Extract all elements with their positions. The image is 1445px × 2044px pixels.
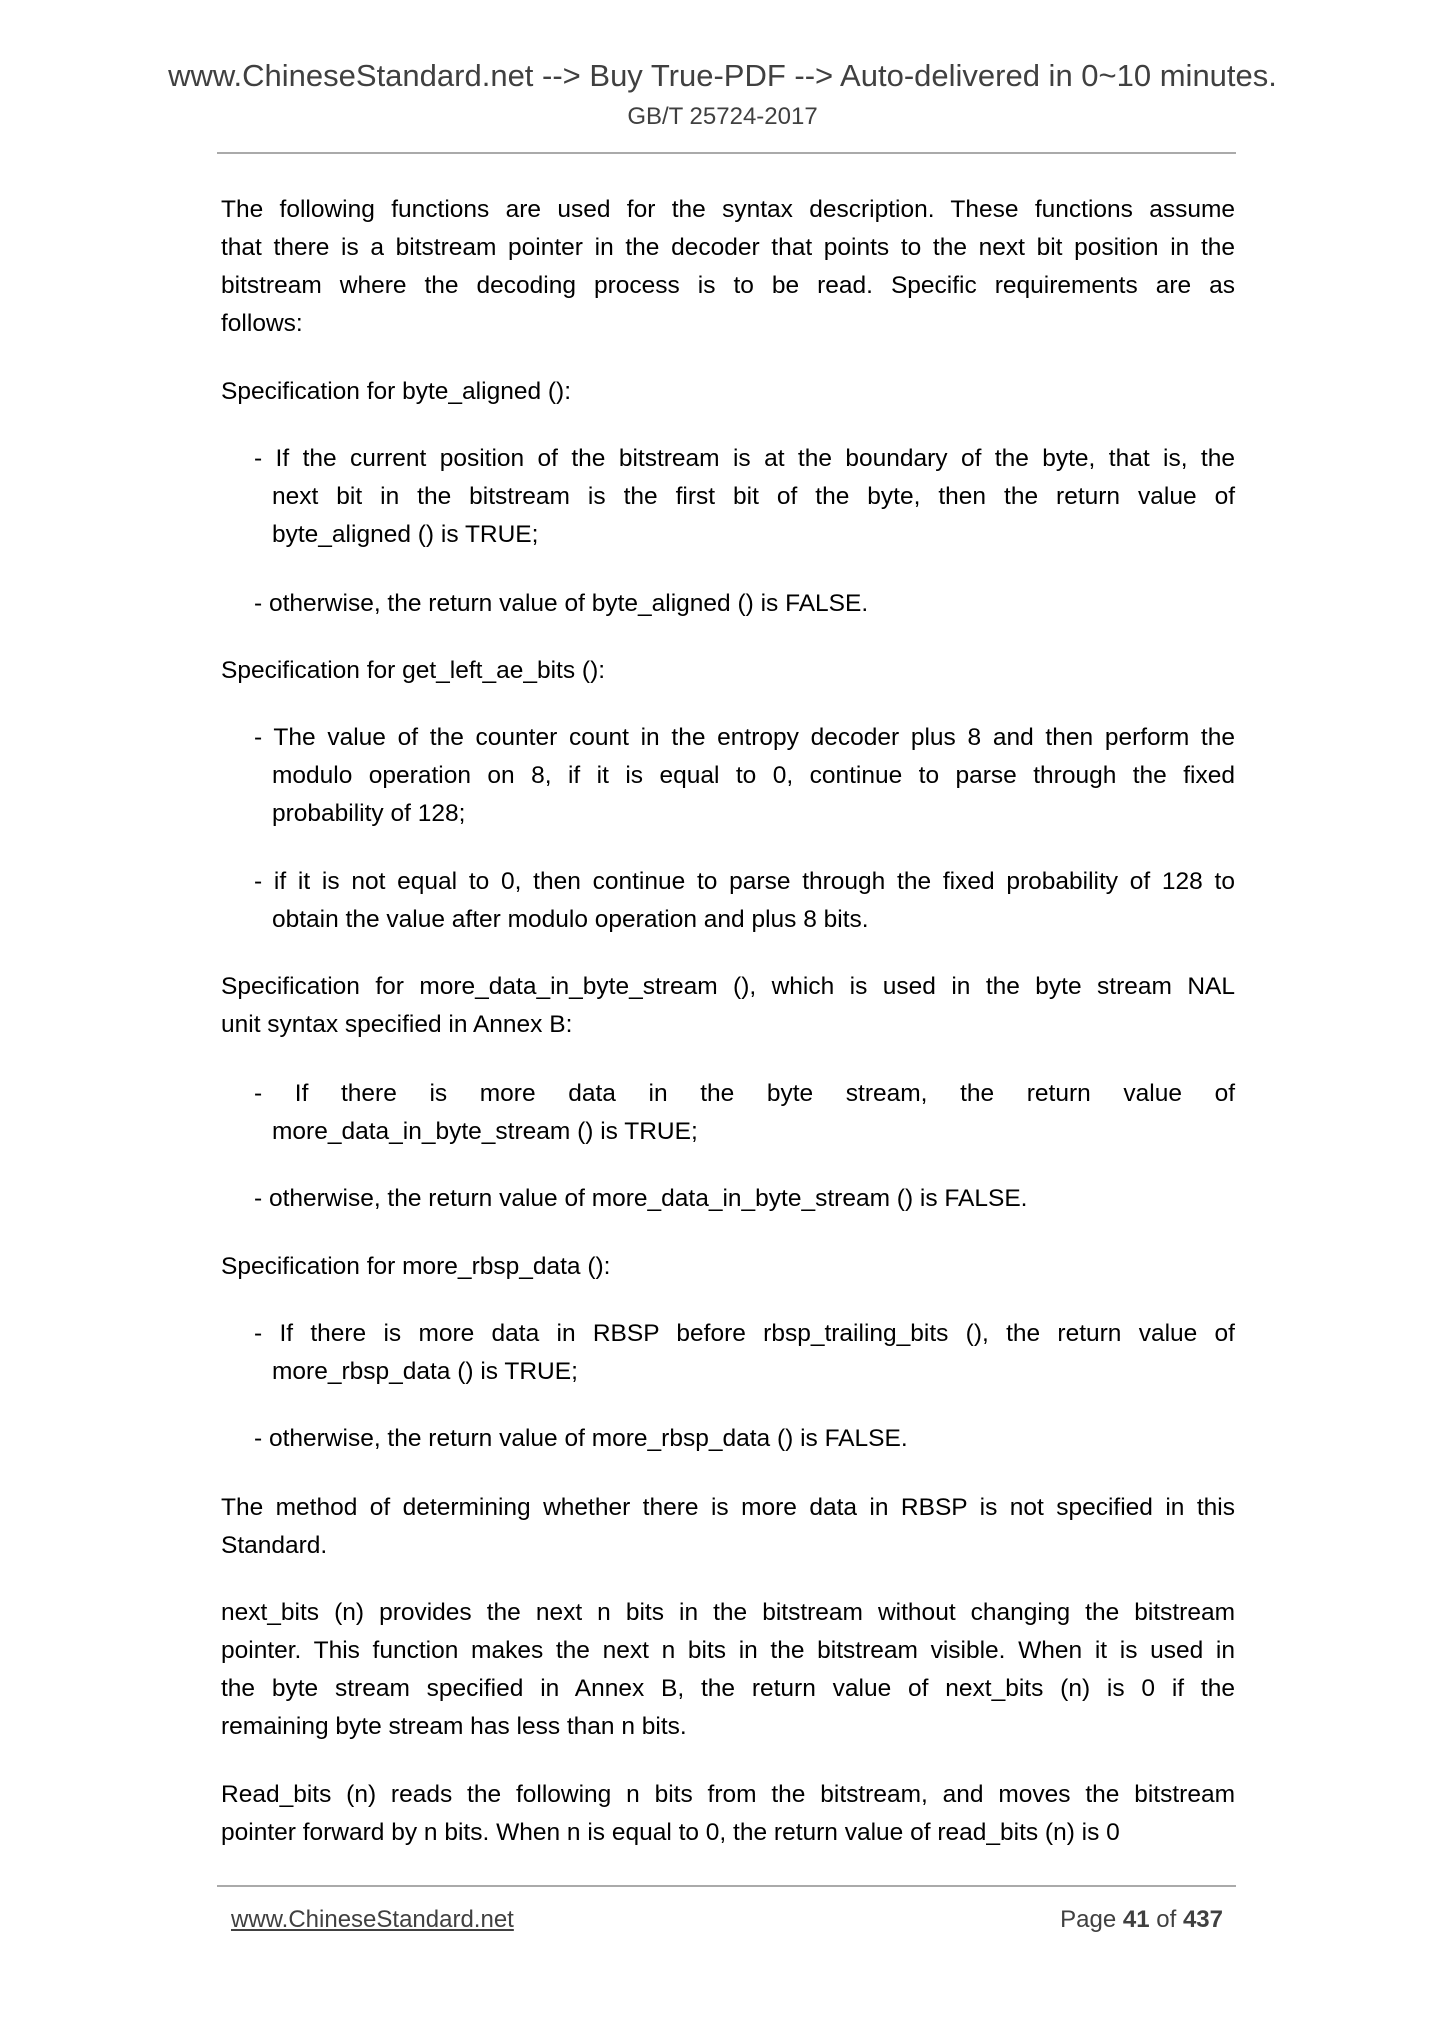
text-line: - If the current position of the bitstream is at the boundary of the byte, that is, the [254,445,1235,472]
text-line: - otherwise, the return value of more_data_in_byte_stream () is FALSE. [254,1185,1028,1212]
text-line: Specification for more_rbsp_data (): [221,1253,611,1280]
paragraph [221,652,1235,690]
paragraph [221,373,1235,411]
text-line: next bit in the bitstream is the first bit of the byte, then the return value of [272,483,1235,510]
text-line: pointer forward by n bits. When n is equal to 0, the return value of read_bits (n) is 0 [221,1819,1120,1846]
header-banner: www.ChineseStandard.net --> Buy True-PDF --> Auto-delivered in 0~10 minutes. [168,58,1277,93]
total-pages: 437 [1182,1906,1223,1933]
text-line: probability of 128; [272,800,466,827]
bullet-item [254,1180,1235,1218]
text-line: pointer. This function makes the next n bits in the bitstream visible. When it is used in [221,1637,1235,1664]
text-line: The following functions are used for the syntax description. These functions assume [221,196,1235,223]
text-line: next_bits (n) provides the next n bits in the bitstream without changing the bitstream [221,1599,1235,1626]
text-line: more_rbsp_data () is TRUE; [272,1358,578,1385]
footer-divider [217,1885,1236,1887]
text-line: Read_bits (n) reads the following n bits from the bitstream, and moves the bitstream [221,1781,1235,1808]
bullet-item [254,440,1235,554]
bullet-item [254,585,1235,623]
text-line: remaining byte stream has less than n bits. [221,1713,687,1740]
current-page: 41 [1122,1906,1150,1933]
header-divider [217,152,1236,154]
text-line: byte_aligned () is TRUE; [272,521,539,548]
text-line: - if it is not equal to 0, then continue to parse through the fixed probability of 128 to [254,868,1235,895]
text-line: follows: [221,310,303,337]
page-word: Page [1060,1906,1117,1933]
text-line: - otherwise, the return value of byte_aligned () is FALSE. [254,590,869,617]
bullet-item [254,1315,1235,1391]
paragraph [221,1594,1235,1746]
text-line: obtain the value after modulo operation and plus 8 bits. [272,906,869,933]
text-line: Specification for more_data_in_byte_stream (), which is used in the byte stream NAL [221,973,1235,1000]
text-line: more_data_in_byte_stream () is TRUE; [272,1118,698,1145]
text-line: Specification for byte_aligned (): [221,378,571,405]
paragraph [221,1489,1235,1565]
paragraph [221,1776,1235,1852]
text-line: bitstream where the decoding process is to be read. Specific requirements are as [221,272,1235,299]
text-line: Specification for get_left_ae_bits (): [221,657,606,684]
text-line: modulo operation on 8, if it is equal to 0, continue to parse through the fixed [272,762,1235,789]
paragraph [221,968,1235,1044]
text-line: the byte stream specified in Annex B, the return value of next_bits (n) is 0 if the [221,1675,1235,1702]
text-line: The method of determining whether there is more data in RBSP is not specified in this [221,1494,1235,1521]
text-line: that there is a bitstream pointer in the decoder that points to the next bit position in the [221,234,1235,261]
page-number [1060,1906,1223,1934]
bullet-item [254,863,1235,939]
text-line: - The value of the counter count in the entropy decoder plus 8 and then perform the [254,724,1235,751]
text-line: Standard. [221,1532,328,1559]
text-line: - If there is more data in the byte stream, the return value of [254,1080,1235,1107]
of-word: of [1156,1906,1177,1933]
standard-number: GB/T 25724-2017 [627,103,818,130]
paragraph [221,191,1235,343]
bullet-item [254,719,1235,833]
paragraph [221,1248,1235,1286]
text-line: unit syntax specified in Annex B: [221,1011,573,1038]
footer-website-link[interactable]: www.ChineseStandard.net [231,1906,514,1933]
bullet-item [254,1420,1235,1458]
text-line: - otherwise, the return value of more_rbsp_data () is FALSE. [254,1425,908,1452]
text-line: - If there is more data in RBSP before rbsp_trailing_bits (), the return value of [254,1320,1235,1347]
bullet-item [254,1075,1235,1151]
